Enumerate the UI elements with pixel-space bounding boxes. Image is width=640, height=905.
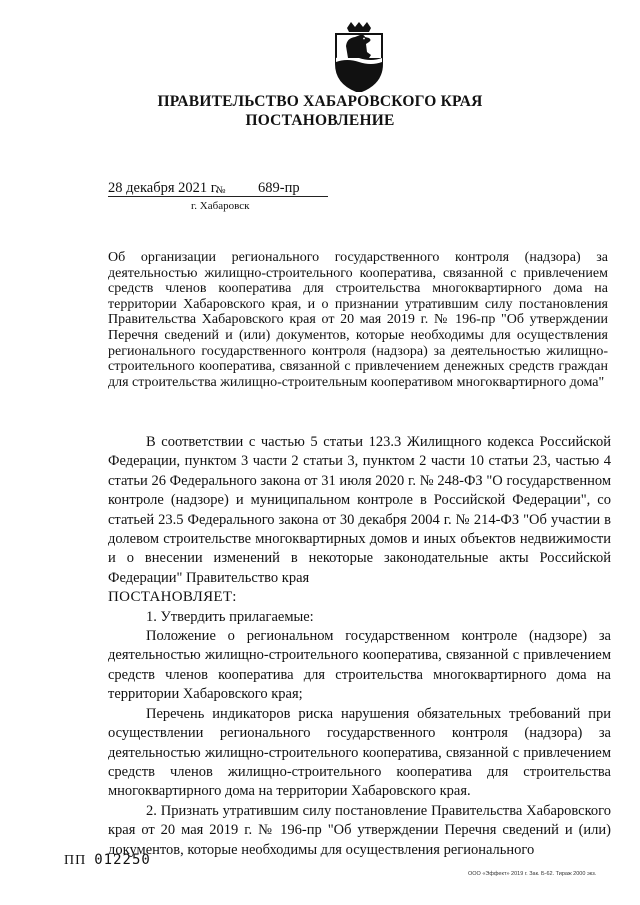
form-serial-code [64,852,151,869]
item-1-regulation-paragraph: Положение о региональном государственном контроле (надзоре) за деятельностью жилищно-строительного кооператива, связанной с привлечением средств членов кооператива для строительства многоквартирного дома на территории Хабаровского края; [108,628,611,703]
document-body [108,433,611,860]
document-subject: Об организации регионального государственного контроля (надзора) за деятельностью жилищно-строительного кооператива, связанной с привлечением средств членов кооператива для строительства многоквартирного дома на территории Хабаровского края, и о признании утратившим силу постановления Правительства Хабаровского края от 20 мая 2019 г. № 196-пр "Об утверждении Перечня сведений и (или) документов, которые необходимы для осуществления регионального государственного контроля (надзора) за деятельностью жилищно-строительного кооператива, связанной с привлечением денежных средств граждан для строительства жилищно-строительным кооперативом многоквартирного дома" [108,250,608,390]
document-number: 689-пр [258,180,300,196]
item-1-paragraph: 1. Утвердить прилагаемые: [146,608,314,625]
print-info: ООО «Эффект» 2019 г. Зак. Б-62. Тираж 2000 экз. [468,871,597,877]
date-number-underline [108,196,328,197]
form-prefix: ПП [64,853,87,868]
coat-of-arms-icon [331,22,387,92]
preamble-paragraph: В соответствии с частью 5 статьи 123.3 Жилищного кодекса Российской Федерации, пунктом 3 части 2 статьи 3, пунктом 2 части 10 статьи 23, частью 4 статьи 26 Федерального закона от 31 июля 2020 г. № 248-ФЗ "О государственном контроле (надзоре) и муниципальном контроле в Российской Федерации", со статьей 23.5 Федерального закона от 30 декабря 2004 г. № 214-ФЗ "Об участии в долевом строительстве многоквартирных домов и иных объектов недвижимости и о внесении изменений в некоторые законодательные акты Российской Федерации" Правительство края [108,434,611,586]
resolve-heading: ПОСТАНОВЛЯЕТ: [108,589,237,606]
government-title: ПРАВИТЕЛЬСТВО ХАБАРОВСКОГО КРАЯ [157,93,483,110]
document-city: г. Хабаровск [191,200,250,212]
document-type-title: ПОСТАНОВЛЕНИЕ [245,112,395,129]
item-2-paragraph: 2. Признать утратившим силу постановление Правительства Хабаровского края от 20 мая 2019 г. № 196-пр "Об утверждении Перечня сведений и (или) документов, которые необходимы для осуществления регионального [108,802,611,858]
document-date: 28 декабря 2021 г. [108,180,219,196]
item-1-indicators-paragraph: Перечень индикаторов риска нарушения обязательных требований при осуществлении регионального государственного контроля (надзора) за деятельностью жилищно-строительного кооператива, связанной с привлечением средств членов жилищно-строительного кооператива для строительства многоквартирного дома на территории Хабаровского края. [108,705,611,800]
form-serial-number: 012250 [94,852,151,868]
number-sign: № [216,185,226,196]
